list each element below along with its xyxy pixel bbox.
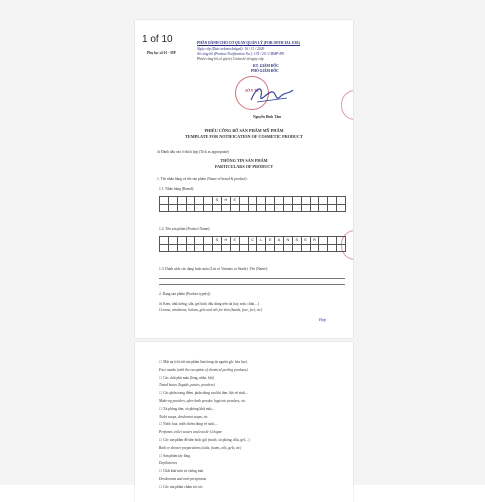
- product-letter-cell: [266, 245, 275, 253]
- product-letter-cell: [231, 245, 240, 253]
- product-letter-cell: [240, 245, 249, 253]
- product-letter-cell: [187, 237, 196, 245]
- product-letter-cell: [187, 245, 196, 253]
- product-letter-cell: [204, 245, 213, 253]
- product-letter-cell: S: [293, 237, 302, 245]
- brand-letter-cell: H: [222, 197, 231, 205]
- product-letter-cell: L: [257, 237, 266, 245]
- brand-letter-cell: [187, 205, 196, 213]
- product-letter-cell: C: [249, 237, 258, 245]
- product-type-option-en: Perfumes, toilet waters and eau de Cologne: [159, 430, 222, 435]
- brand-letter-cell: [204, 197, 213, 205]
- seal-text: SỞ Y TẾ: [245, 89, 259, 93]
- product-letter-cell: E: [231, 237, 240, 245]
- product-letter-cell: [195, 245, 204, 253]
- edge-stamp-top: [341, 90, 353, 120]
- product-letter-cell: [160, 245, 169, 253]
- product-type-option-en: Deodorants and anti-perspirants: [159, 477, 207, 481]
- brand-letter-cell: [266, 197, 275, 205]
- brand-letter-cell: [249, 205, 258, 213]
- brand-letter-cell: [169, 205, 178, 213]
- brand-letter-cell: [293, 205, 302, 213]
- signer-name: Nguyễn Đình Tâm: [253, 115, 282, 119]
- product-type-option-en: Depilatories: [159, 461, 177, 466]
- brand-letter-cell: [222, 205, 231, 213]
- brand-letter-cell: [319, 197, 328, 205]
- brand-letter-cell: E: [231, 197, 240, 205]
- brand-letter-cell: [178, 197, 187, 205]
- brand-letter-cell: [187, 197, 196, 205]
- brand-letter-cell: [328, 205, 337, 213]
- signer-role-1: KT. GIÁM ĐỐC: [253, 64, 279, 68]
- creams-option-en: Creams, emulsions, lotions, gels and oils for skin (hands, face, feet, etc): [159, 308, 263, 312]
- product-letter-cell: [257, 245, 266, 253]
- brand-letter-cell: [275, 197, 284, 205]
- product-letter-cell: [328, 237, 337, 245]
- appendix-label: Phụ lục số 01 - MP: [147, 51, 176, 55]
- brand-letter-cell: [257, 205, 266, 213]
- product-letter-cell: [319, 245, 328, 253]
- tick-instruction: ☒ Đánh dấu vào ô thích hợp (Tick as appropriate): [157, 150, 230, 154]
- brand-letter-cell: [160, 205, 169, 213]
- official-use-header: PHẦN DÀNH CHO CƠ QUAN QUẢN LÝ (FOR OFFICIAL USE): [197, 41, 300, 45]
- product-type-option[interactable]: ☐ Các sản phẩm để tắm hoặc gội (muối, xà phòng, dầu, gel,...): [159, 438, 250, 442]
- product-letter-cell: S: [213, 237, 222, 245]
- product-letter-cell: R: [311, 237, 320, 245]
- product-letter-cell: [302, 245, 311, 253]
- item-2-label: 2. Dạng sản phẩm (Product type(s)): [159, 292, 211, 296]
- product-letter-cell: E: [266, 237, 275, 245]
- product-type-option[interactable]: ☐ Chất khử mùi và chống mùi: [159, 469, 204, 474]
- product-letter-cell: A: [275, 237, 284, 245]
- product-letter-cell: [311, 245, 320, 253]
- brand-letter-cell: [231, 205, 240, 213]
- product-letter-cell: [328, 245, 337, 253]
- form-title-en: TEMPLATE FOR NOTIFICATION OF COSMETIC PRODUCT: [185, 134, 303, 139]
- brand-letter-cell: [169, 197, 178, 205]
- item-1-1-label: 1.1. Nhãn hàng (Brand):: [159, 187, 195, 191]
- product-type-option[interactable]: ☐ Nước hoa, nước thơm dùng vệ sinh,...: [159, 422, 218, 427]
- product-letter-cell: [337, 245, 346, 253]
- notification-number: Số công bố (Product Notification No.): 135 / 20 / CBMP-BN: [197, 52, 285, 56]
- product-letter-cell: E: [302, 237, 311, 245]
- brand-letter-cell: [249, 197, 258, 205]
- product-letter-cell: N: [284, 237, 293, 245]
- brand-letter-cell: [293, 197, 302, 205]
- brand-letter-grid[interactable]: [159, 196, 346, 212]
- item-1-2-label: 1.2. Tên sản phẩm (Product Name):: [159, 227, 211, 231]
- product-letter-cell: [213, 245, 222, 253]
- brand-letter-cell: [284, 197, 293, 205]
- document-page-2[interactable]: [135, 342, 353, 502]
- brand-letter-cell: [195, 205, 204, 213]
- product-letter-cell: [249, 245, 258, 253]
- product-type-option-en: Tinted bases (liquids, pastes, powders): [159, 383, 215, 388]
- product-type-option[interactable]: ☐ Sản phẩm tẩy lông: [159, 453, 190, 458]
- product-letter-cell: [275, 245, 284, 253]
- brand-letter-cell: [328, 197, 337, 205]
- brand-letter-cell: [160, 197, 169, 205]
- brand-letter-cell: [204, 205, 213, 213]
- product-type-option-en: Face masks (with the exception of chemical peeling products): [159, 367, 248, 372]
- product-letter-cell: [293, 245, 302, 253]
- brand-letter-cell: [302, 205, 311, 213]
- document-page-1[interactable]: [135, 20, 353, 338]
- form-title-vi: PHIẾU CÔNG BỐ SẢN PHẨM MỸ PHẨM: [204, 128, 284, 133]
- product-letter-cell: [204, 237, 213, 245]
- brand-letter-cell: [178, 205, 187, 213]
- signature-mark: [247, 82, 297, 108]
- product-type-option[interactable]: ☐ Các chất phủ màu (lỏng, nhão, bột): [159, 375, 214, 380]
- product-letter-cell: [337, 237, 346, 245]
- product-type-option[interactable]: ☐ Các sản phẩm chăm sóc tóc: [159, 484, 203, 489]
- product-type-option-en: Bath or shower preparations (salts, foams, oils, gels, etc): [159, 445, 242, 450]
- product-letter-cell: [178, 245, 187, 253]
- product-type-option[interactable]: ☐ Mặt nạ (chỉ trừ sản phẩm làm bong da nguồn gốc hóa học): [159, 360, 248, 364]
- brand-letter-cell: [337, 205, 346, 213]
- brand-letter-cell: [240, 197, 249, 205]
- brand-letter-cell: [311, 205, 320, 213]
- page-indicator: 1 of 10: [142, 34, 173, 45]
- product-letter-cell: [195, 237, 204, 245]
- product-letter-cell: H: [222, 237, 231, 245]
- brand-letter-cell: [284, 205, 293, 213]
- creams-option-vi[interactable]: ☒ Kem, nhũ tương, sữa, gel hoặc dầu dùng trên da (tay, mặt, chân,...): [159, 302, 259, 306]
- validity-note: Phiếu công bố có giá trị 5 năm kể từ ngày cấp: [197, 57, 264, 61]
- product-type-option-en: Toilet soaps, deodorant soaps, etc: [159, 414, 208, 419]
- product-letter-cell: [284, 245, 293, 253]
- product-letter-cell: [169, 245, 178, 253]
- product-letter-cell: [178, 237, 187, 245]
- brand-letter-cell: [240, 205, 249, 213]
- item-1-3-label: 1.3. Danh sách các dạng hoặc màu (List of Variants or Shade). Tên (Name):: [159, 267, 268, 271]
- brand-letter-cell: [311, 197, 320, 205]
- brand-letter-cell: [257, 197, 266, 205]
- brand-letter-cell: [302, 197, 311, 205]
- item-1-label: 1. Tên nhãn hàng và tên sản phẩm (Name of brand & product):: [157, 177, 248, 181]
- ack-date: Ngày cấp (Date acknowledged): 16 / 11 / 2020: [197, 47, 265, 51]
- product-type-option-en: Make-up powders, after-bath powder, hygienic powders, etc.: [159, 399, 247, 403]
- brand-letter-cell: [213, 205, 222, 213]
- product-letter-cell: [319, 237, 328, 245]
- brand-letter-cell: [195, 197, 204, 205]
- brand-letter-cell: S: [213, 197, 222, 205]
- section-title-vi: THÔNG TIN SẢN PHẨM: [220, 158, 268, 163]
- product-letter-cell: [169, 237, 178, 245]
- initials-mark: Hợp: [319, 317, 327, 322]
- brand-letter-cell: [337, 197, 346, 205]
- section-title-en: PARTICULARS OF PRODUCT: [214, 164, 274, 169]
- signer-role-2: PHÓ GIÁM ĐỐC: [251, 69, 279, 73]
- brand-letter-cell: [275, 205, 284, 213]
- variant-line-1: [159, 278, 345, 279]
- variant-line-2: [159, 284, 345, 285]
- product-type-option[interactable]: ☐ Xà phòng tắm, xà phòng khử mùi,...: [159, 406, 216, 411]
- product-letter-cell: [160, 237, 169, 245]
- product-name-letter-grid[interactable]: [159, 236, 346, 252]
- brand-letter-cell: [319, 205, 328, 213]
- product-letter-cell: [240, 237, 249, 245]
- product-letter-cell: [222, 245, 231, 253]
- product-type-option[interactable]: ☐ Các phấn trang điểm, phấn dùng sau khi tắm, bột vệ sinh,...: [159, 391, 249, 396]
- brand-letter-cell: [266, 205, 275, 213]
